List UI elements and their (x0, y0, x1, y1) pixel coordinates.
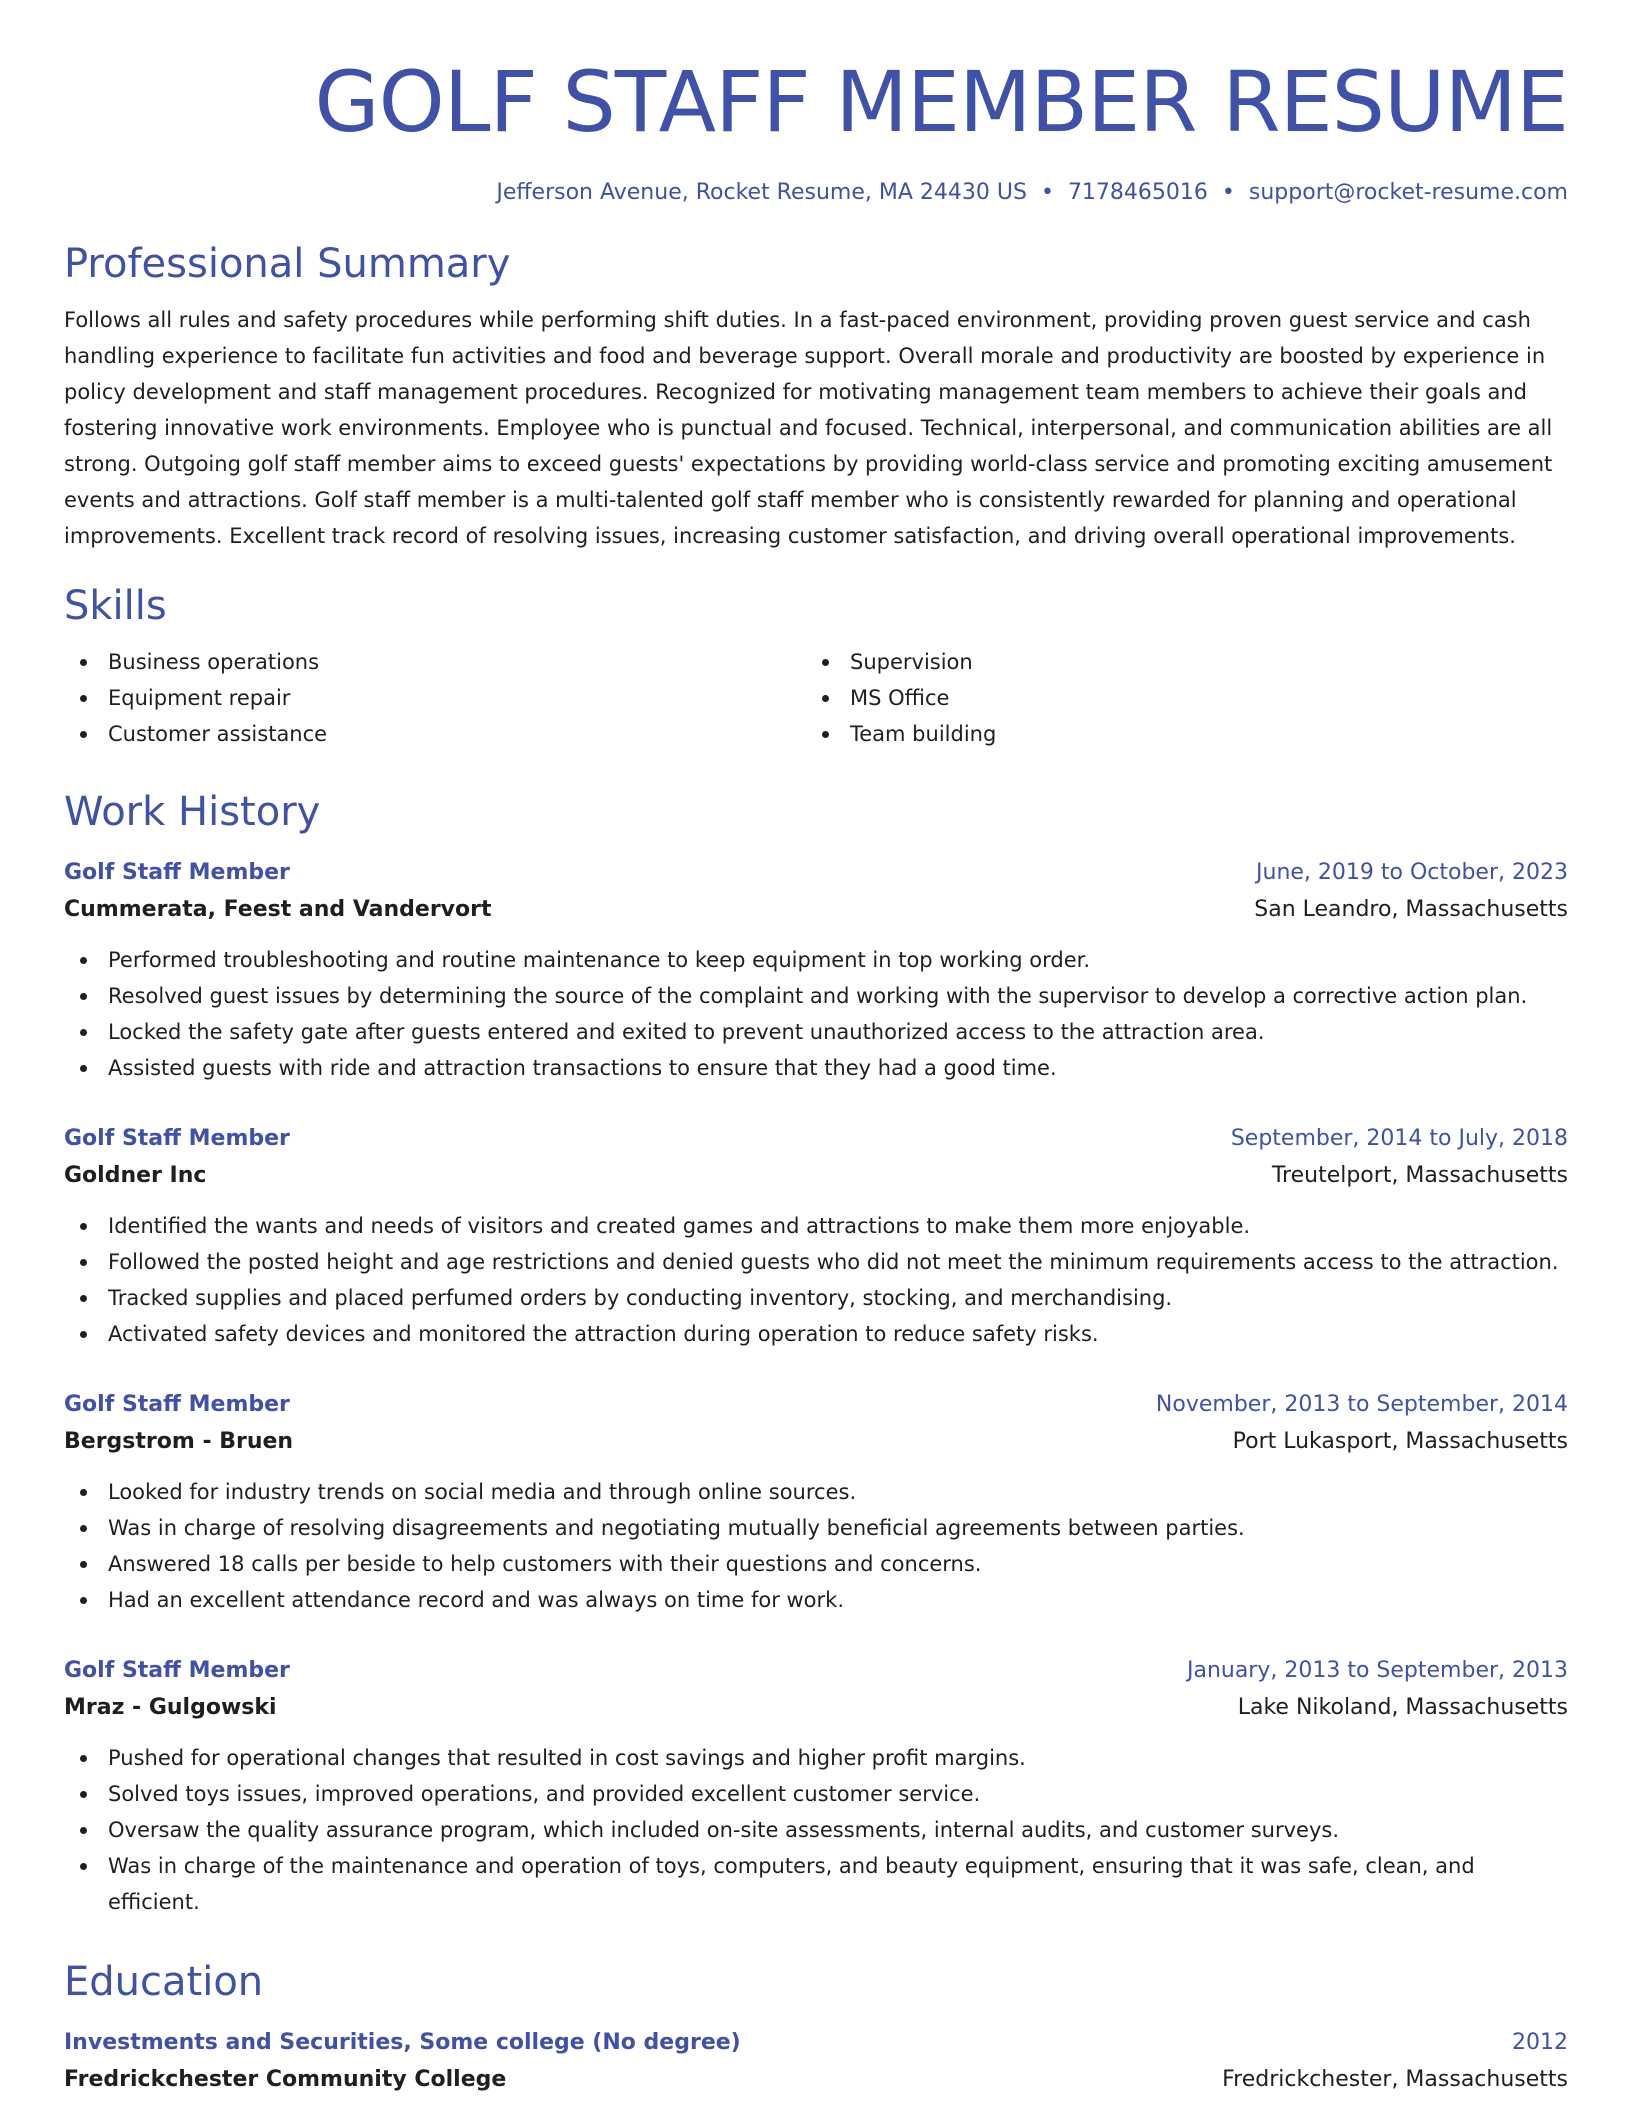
job-company: Goldner Inc (64, 1163, 207, 1188)
list-item: Was in charge of the maintenance and operation of toys, computers, and beauty equipment, ensuring that it was safe, clean, and efficient. (64, 1848, 1568, 1920)
list-item: Looked for industry trends on social media and through online sources. (64, 1474, 1568, 1510)
list-item: Activated safety devices and monitored the attraction during operation to reduce safety risks. (64, 1316, 1568, 1352)
contact-address: Jefferson Avenue, Rocket Resume, MA 24430 US (496, 180, 1027, 205)
job-entry (64, 1654, 1568, 1920)
job-bullets (64, 1740, 1568, 1920)
skills-list (64, 644, 1568, 752)
skill-item: Equipment repair (64, 680, 806, 716)
education-entry (64, 2026, 1568, 2100)
skill-item: MS Office (806, 680, 1548, 716)
skill-item: Business operations (64, 644, 806, 680)
education-year: 2012 (1512, 2030, 1568, 2055)
skills-column-left (64, 644, 806, 752)
contact-phone: 7178465016 (1067, 180, 1208, 205)
contact-line (64, 178, 1568, 208)
section-title-work-history: Work History (64, 789, 321, 835)
job-entry (64, 1388, 1568, 1618)
list-item: Followed the posted height and age restrictions and denied guests who did not meet the minimum requirements access to the attraction. (64, 1244, 1568, 1280)
job-title: Golf Staff Member (64, 1126, 290, 1151)
contact-separator: • (1040, 180, 1054, 205)
list-item: Solved toys issues, improved operations, and provided excellent customer service. (64, 1776, 1568, 1812)
job-entry (64, 856, 1568, 1086)
resume-header (64, 0, 1568, 208)
job-company: Cummerata, Feest and Vandervort (64, 897, 492, 922)
job-location: San Leandro, Massachusetts (1254, 897, 1568, 922)
job-dates: June, 2019 to October, 2023 (1256, 860, 1568, 885)
list-item: Identified the wants and needs of visitors and created games and attractions to make them more enjoyable. (64, 1208, 1568, 1244)
job-title: Golf Staff Member (64, 860, 290, 885)
list-item: Locked the safety gate after guests entered and exited to prevent unauthorized access to the attraction area. (64, 1014, 1568, 1050)
list-item: Assisted guests with ride and attraction transactions to ensure that they had a good time. (64, 1050, 1568, 1086)
job-dates: November, 2013 to September, 2014 (1155, 1392, 1568, 1417)
section-title-skills: Skills (64, 583, 167, 629)
education-degree: Investments and Securities, Some college (No degree) (64, 2030, 741, 2055)
list-item: Was in charge of resolving disagreements and negotiating mutually beneficial agreements between parties. (64, 1510, 1568, 1546)
job-dates: September, 2014 to July, 2018 (1230, 1126, 1568, 1151)
contact-email[interactable]: support@rocket-resume.com (1248, 180, 1568, 205)
contact-separator: • (1221, 180, 1235, 205)
summary-text: Follows all rules and safety procedures while performing shift duties. In a fast-paced environment, providing proven guest service and cash handling experience to facilitate fun activities and food and beverage support. Overall morale and productivity are boosted by experience in policy development and staff management procedures. Recognized for motivating management team members to achieve their goals and fostering innovative work environments. Employee who is punctual and focused. Technical, interpersonal, and communication abilities are all strong. Outgoing golf staff member aims to exceed guests' expectations by providing world-class service and promoting exciting amusement events and attractions. Golf staff member is a multi-talented golf staff member who is consistently rewarded for planning and operational improvements. Excellent track record of resolving issues, increasing customer satisfaction, and driving overall operational improvements. (64, 308, 1553, 548)
job-company: Mraz - Gulgowski (64, 1695, 277, 1720)
job-location: Port Lukasport, Massachusetts (1232, 1429, 1568, 1454)
job-bullets (64, 1474, 1568, 1618)
job-title: Golf Staff Member (64, 1392, 290, 1417)
job-location: Lake Nikoland, Massachusetts (1237, 1695, 1568, 1720)
list-item: Answered 18 calls per beside to help customers with their questions and concerns. (64, 1546, 1568, 1582)
list-item: Performed troubleshooting and routine maintenance to keep equipment in top working order. (64, 942, 1568, 978)
list-item: Oversaw the quality assurance program, which included on-site assessments, internal audits, and customer surveys. (64, 1812, 1568, 1848)
job-entry (64, 1122, 1568, 1352)
section-title-education: Education (64, 1959, 264, 2005)
job-dates: January, 2013 to September, 2013 (1186, 1658, 1568, 1683)
list-item: Pushed for operational changes that resulted in cost savings and higher profit margins. (64, 1740, 1568, 1776)
list-item: Had an excellent attendance record and was always on time for work. (64, 1582, 1568, 1618)
section-title-summary: Professional Summary (64, 241, 511, 287)
resume-page (64, 0, 1568, 2100)
education-location: Fredrickchester, Massachusetts (1222, 2067, 1568, 2092)
job-bullets (64, 1208, 1568, 1352)
list-item: Tracked supplies and placed perfumed orders by conducting inventory, stocking, and merchandising. (64, 1280, 1568, 1316)
resume-name: GOLF STAFF MEMBER RESUME (314, 53, 1568, 151)
job-location: Treutelport, Massachusetts (1271, 1163, 1568, 1188)
skill-item: Supervision (806, 644, 1548, 680)
skill-item: Team building (806, 716, 1548, 752)
job-company: Bergstrom - Bruen (64, 1429, 294, 1454)
skills-column-right (806, 644, 1548, 752)
skill-item: Customer assistance (64, 716, 806, 752)
job-bullets (64, 942, 1568, 1086)
job-title: Golf Staff Member (64, 1658, 290, 1683)
list-item: Resolved guest issues by determining the source of the complaint and working with the supervisor to develop a corrective action plan. (64, 978, 1568, 1014)
education-school: Fredrickchester Community College (64, 2067, 507, 2092)
